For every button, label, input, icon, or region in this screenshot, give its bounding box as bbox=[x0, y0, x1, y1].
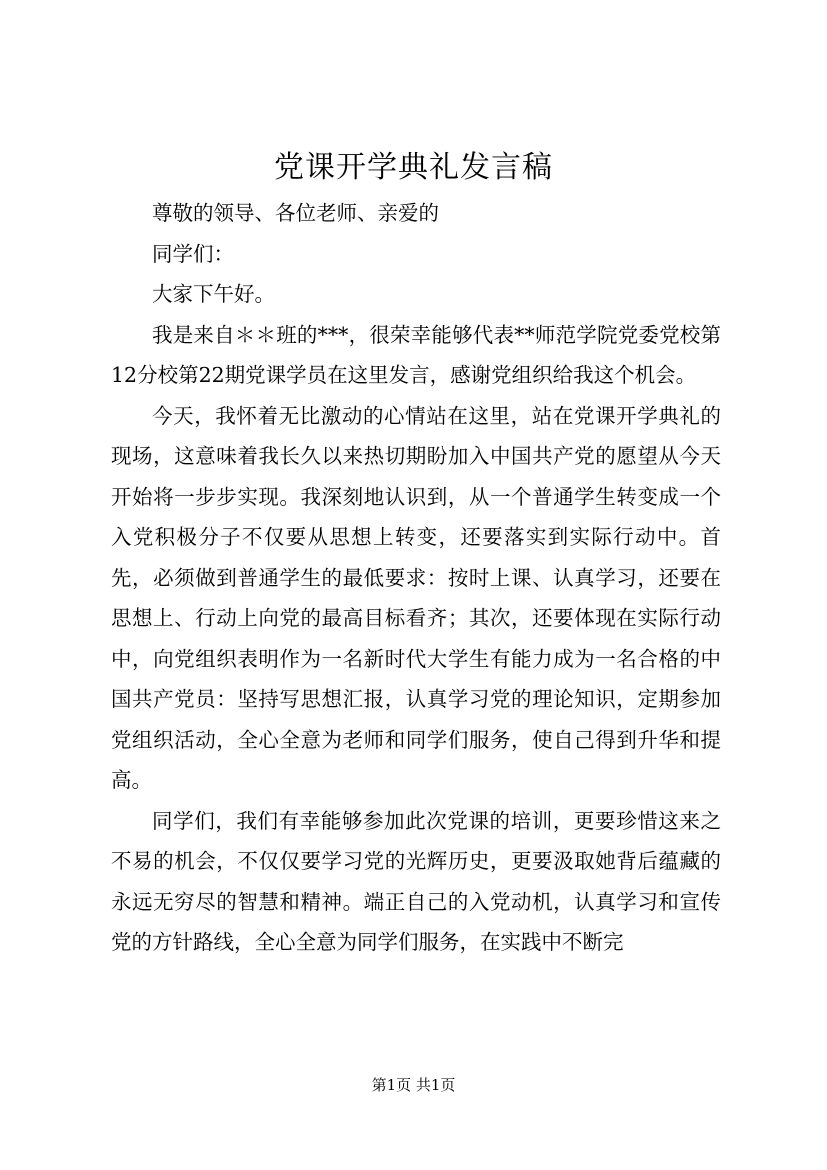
paragraph-greeting: 大家下午好。 bbox=[152, 282, 275, 306]
paragraph-closing: 同学们，我们有幸能够参加此次党课的培训，更要珍惜这来之不易的机会，不仅仅要学习党的光辉历史，更要汲取她背后蕴藏的永远无穷尽的智慧和精神。端正自己的入党动机，认真学习和宣传党的方针路线，全心全意为同学们服务，在实践中不断完 bbox=[111, 808, 721, 954]
paragraph-salutation: 尊敬的领导、各位老师、亲爱的 bbox=[152, 201, 439, 225]
paragraph-main: 今天，我怀着无比激动的心情站在这里，站在党课开学典礼的现场，这意味着我长久以来热切期盼加入中国共产党的愿望从今天开始将一步步实现。我深刻地认识到，从一个普通学生转变成一个入党积极分子不仅要从思想上转变，还要落实到实际行动中。首先，必须做到普通学生的最低要求：按时上课、认真学习，还要在思想上、行动上向党的最高目标看齐；其次，还要体现在实际行动中，向党组织表明作为一名新时代大学生有能力成为一名合格的中国共产党员：坚持写思想汇报，认真学习党的理论知识，定期参加党组织活动，全心全意为老师和同学们服务，使自己得到升华和提高。 bbox=[111, 403, 721, 792]
paragraph-salutation-cont: 同学们： bbox=[152, 241, 234, 266]
document-body bbox=[111, 193, 721, 963]
paragraph-introduction: 我是来自＊＊班的***，很荣幸能够代表**师范学院党委党校第12分校第22期党课学员在这里发言，感谢党组织给我这个机会。 bbox=[111, 322, 721, 387]
document-title: 党课开学典礼发言稿 bbox=[274, 150, 553, 185]
page-footer: 第1页 共1页 bbox=[371, 1076, 456, 1094]
